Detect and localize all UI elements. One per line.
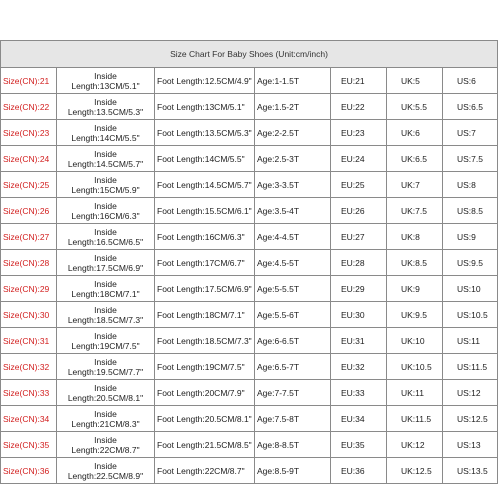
table-row — [1, 458, 498, 484]
table-row — [1, 224, 498, 250]
age-cell: Age:4.5-5T — [255, 250, 331, 276]
uk-size-cell: UK:6.5 — [387, 146, 443, 172]
size-cn-cell: Size(CN):27 — [1, 224, 57, 250]
foot-length-cell: Foot Length:20.5CM/8.1" — [155, 406, 255, 432]
foot-length-cell: Foot Length:14CM/5.5" — [155, 146, 255, 172]
age-cell: Age:5-5.5T — [255, 276, 331, 302]
table-row — [1, 146, 498, 172]
foot-length-cell: Foot Length:16CM/6.3" — [155, 224, 255, 250]
foot-length-cell: Foot Length:22CM/8.7" — [155, 458, 255, 484]
size-cn-cell: Size(CN):36 — [1, 458, 57, 484]
eu-size-cell: EU:31 — [331, 328, 387, 354]
inside-length-cell: Inside Length:14CM/5.5" — [57, 120, 155, 146]
size-cn-cell: Size(CN):34 — [1, 406, 57, 432]
uk-size-cell: UK:11 — [387, 380, 443, 406]
us-size-cell: US:9 — [443, 224, 498, 250]
us-size-cell: US:8.5 — [443, 198, 498, 224]
age-cell: Age:3.5-4T — [255, 198, 331, 224]
age-cell: Age:7-7.5T — [255, 380, 331, 406]
foot-length-cell: Foot Length:13CM/5.1" — [155, 94, 255, 120]
eu-size-cell: EU:34 — [331, 406, 387, 432]
us-size-cell: US:12 — [443, 380, 498, 406]
inside-length-cell: Inside Length:14.5CM/5.7" — [57, 146, 155, 172]
eu-size-cell: EU:24 — [331, 146, 387, 172]
table-row — [1, 94, 498, 120]
size-cn-cell: Size(CN):33 — [1, 380, 57, 406]
foot-length-cell: Foot Length:18CM/7.1" — [155, 302, 255, 328]
foot-length-cell: Foot Length:13.5CM/5.3" — [155, 120, 255, 146]
table-row — [1, 354, 498, 380]
foot-length-cell: Foot Length:20CM/7.9" — [155, 380, 255, 406]
us-size-cell: US:7 — [443, 120, 498, 146]
age-cell: Age:2-2.5T — [255, 120, 331, 146]
eu-size-cell: EU:25 — [331, 172, 387, 198]
table-row — [1, 120, 498, 146]
inside-length-cell: Inside Length:22.5CM/8.9" — [57, 458, 155, 484]
table-row — [1, 276, 498, 302]
us-size-cell: US:8 — [443, 172, 498, 198]
inside-length-cell: Inside Length:18CM/7.1" — [57, 276, 155, 302]
uk-size-cell: UK:12.5 — [387, 458, 443, 484]
uk-size-cell: UK:11.5 — [387, 406, 443, 432]
table-row — [1, 432, 498, 458]
table-row — [1, 380, 498, 406]
uk-size-cell: UK:9.5 — [387, 302, 443, 328]
uk-size-cell: UK:10 — [387, 328, 443, 354]
eu-size-cell: EU:35 — [331, 432, 387, 458]
age-cell: Age:1-1.5T — [255, 68, 331, 94]
eu-size-cell: EU:30 — [331, 302, 387, 328]
foot-length-cell: Foot Length:15.5CM/6.1" — [155, 198, 255, 224]
size-cn-cell: Size(CN):31 — [1, 328, 57, 354]
eu-size-cell: EU:32 — [331, 354, 387, 380]
us-size-cell: US:10 — [443, 276, 498, 302]
foot-length-cell: Foot Length:12.5CM/4.9" — [155, 68, 255, 94]
table-row — [1, 328, 498, 354]
inside-length-cell: Inside Length:13.5CM/5.3" — [57, 94, 155, 120]
table-row — [1, 198, 498, 224]
inside-length-cell: Inside Length:19.5CM/7.7" — [57, 354, 155, 380]
eu-size-cell: EU:36 — [331, 458, 387, 484]
uk-size-cell: UK:9 — [387, 276, 443, 302]
inside-length-cell: Inside Length:17.5CM/6.9" — [57, 250, 155, 276]
table-title: Size Chart For Baby Shoes (Unit:cm/inch) — [1, 41, 498, 68]
table-row — [1, 302, 498, 328]
size-cn-cell: Size(CN):29 — [1, 276, 57, 302]
age-cell: Age:2.5-3T — [255, 146, 331, 172]
uk-size-cell: UK:10.5 — [387, 354, 443, 380]
us-size-cell: US:13 — [443, 432, 498, 458]
age-cell: Age:1.5-2T — [255, 94, 331, 120]
size-cn-cell: Size(CN):28 — [1, 250, 57, 276]
age-cell: Age:5.5-6T — [255, 302, 331, 328]
us-size-cell: US:13.5 — [443, 458, 498, 484]
table-header-row — [1, 41, 498, 68]
size-cn-cell: Size(CN):26 — [1, 198, 57, 224]
uk-size-cell: UK:6 — [387, 120, 443, 146]
table-row — [1, 250, 498, 276]
size-cn-cell: Size(CN):35 — [1, 432, 57, 458]
foot-length-cell: Foot Length:17.5CM/6.9" — [155, 276, 255, 302]
size-cn-cell: Size(CN):32 — [1, 354, 57, 380]
eu-size-cell: EU:26 — [331, 198, 387, 224]
inside-length-cell: Inside Length:15CM/5.9" — [57, 172, 155, 198]
size-cn-cell: Size(CN):22 — [1, 94, 57, 120]
size-chart-table — [0, 40, 498, 484]
us-size-cell: US:6.5 — [443, 94, 498, 120]
uk-size-cell: UK:5.5 — [387, 94, 443, 120]
size-cn-cell: Size(CN):25 — [1, 172, 57, 198]
age-cell: Age:6-6.5T — [255, 328, 331, 354]
age-cell: Age:8-8.5T — [255, 432, 331, 458]
age-cell: Age:8.5-9T — [255, 458, 331, 484]
foot-length-cell: Foot Length:21.5CM/8.5" — [155, 432, 255, 458]
foot-length-cell: Foot Length:14.5CM/5.7" — [155, 172, 255, 198]
us-size-cell: US:12.5 — [443, 406, 498, 432]
us-size-cell: US:11.5 — [443, 354, 498, 380]
age-cell: Age:7.5-8T — [255, 406, 331, 432]
uk-size-cell: UK:8 — [387, 224, 443, 250]
table-row — [1, 406, 498, 432]
size-cn-cell: Size(CN):30 — [1, 302, 57, 328]
foot-length-cell: Foot Length:18.5CM/7.3" — [155, 328, 255, 354]
inside-length-cell: Inside Length:13CM/5.1" — [57, 68, 155, 94]
inside-length-cell: Inside Length:18.5CM/7.3" — [57, 302, 155, 328]
eu-size-cell: EU:28 — [331, 250, 387, 276]
eu-size-cell: EU:29 — [331, 276, 387, 302]
uk-size-cell: UK:5 — [387, 68, 443, 94]
size-cn-cell: Size(CN):23 — [1, 120, 57, 146]
age-cell: Age:6.5-7T — [255, 354, 331, 380]
us-size-cell: US:6 — [443, 68, 498, 94]
uk-size-cell: UK:7 — [387, 172, 443, 198]
inside-length-cell: Inside Length:16.5CM/6.5" — [57, 224, 155, 250]
table-row — [1, 172, 498, 198]
us-size-cell: US:9.5 — [443, 250, 498, 276]
inside-length-cell: Inside Length:22CM/8.7" — [57, 432, 155, 458]
age-cell: Age:4-4.5T — [255, 224, 331, 250]
age-cell: Age:3-3.5T — [255, 172, 331, 198]
table-row — [1, 68, 498, 94]
inside-length-cell: Inside Length:16CM/6.3" — [57, 198, 155, 224]
foot-length-cell: Foot Length:17CM/6.7" — [155, 250, 255, 276]
uk-size-cell: UK:8.5 — [387, 250, 443, 276]
eu-size-cell: EU:23 — [331, 120, 387, 146]
table-body — [1, 68, 498, 484]
us-size-cell: US:11 — [443, 328, 498, 354]
uk-size-cell: UK:7.5 — [387, 198, 443, 224]
inside-length-cell: Inside Length:21CM/8.3" — [57, 406, 155, 432]
eu-size-cell: EU:33 — [331, 380, 387, 406]
inside-length-cell: Inside Length:19CM/7.5" — [57, 328, 155, 354]
size-cn-cell: Size(CN):24 — [1, 146, 57, 172]
eu-size-cell: EU:22 — [331, 94, 387, 120]
us-size-cell: US:7.5 — [443, 146, 498, 172]
eu-size-cell: EU:27 — [331, 224, 387, 250]
inside-length-cell: Inside Length:20.5CM/8.1" — [57, 380, 155, 406]
eu-size-cell: EU:21 — [331, 68, 387, 94]
foot-length-cell: Foot Length:19CM/7.5" — [155, 354, 255, 380]
size-cn-cell: Size(CN):21 — [1, 68, 57, 94]
uk-size-cell: UK:12 — [387, 432, 443, 458]
us-size-cell: US:10.5 — [443, 302, 498, 328]
